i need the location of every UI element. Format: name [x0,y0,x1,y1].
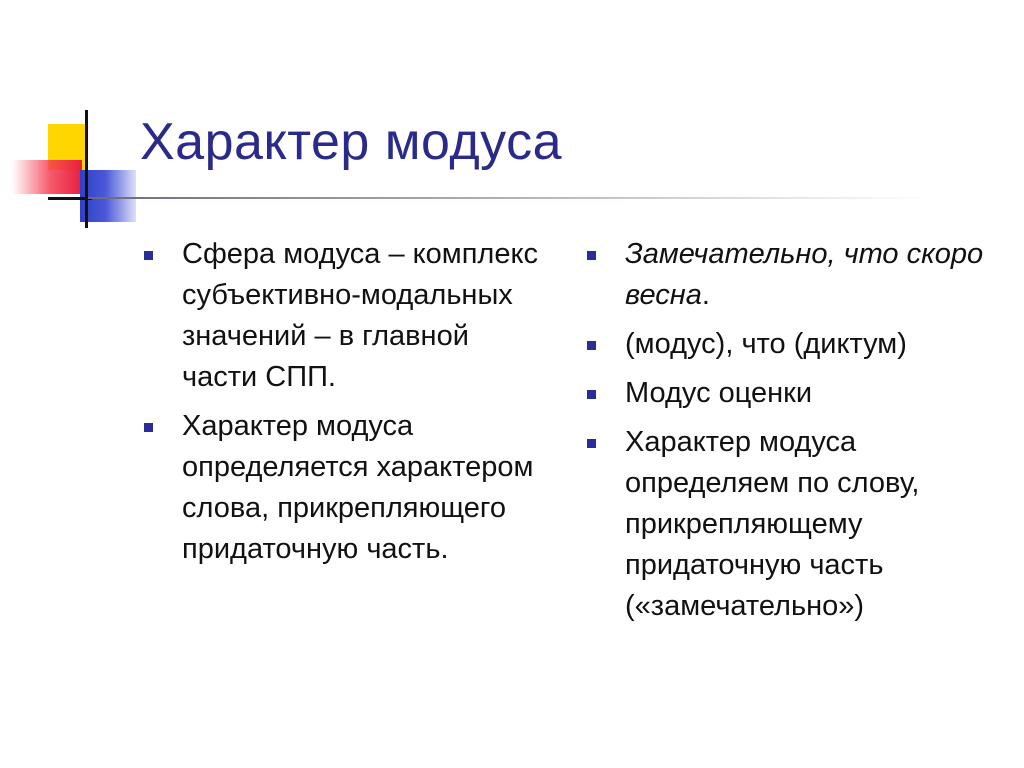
square-bullet-icon [587,390,596,399]
bullet-item [583,324,1003,365]
decorative-logo [0,0,160,240]
square-bullet-icon [587,251,596,260]
bullet-item [583,373,1003,414]
left-column [140,234,540,578]
title-underline [88,197,928,199]
square-bullet-icon [587,341,596,350]
horizontal-line-decoration [48,197,92,200]
bullet-item [583,234,1003,316]
bullet-text: Модус оценки [625,377,813,409]
bullet-item [140,406,540,570]
square-bullet-icon [144,423,153,432]
bullet-text-tail: . [701,279,710,311]
blue-square-decoration [80,170,136,222]
bullet-text: Характер модуса определяем по слову, прикрепляющему придаточную часть («замечательно») [625,426,920,622]
bullet-text-italic: Замечательно, что скоро весна [625,238,984,311]
vertical-line-decoration [85,110,88,228]
bullet-text: Сфера модуса – комплекс субъективно-модальных значений – в главной части СПП. [182,238,538,393]
bullet-text: (модус), что (диктум) [625,328,907,360]
bullet-item [140,234,540,398]
bullet-text: Характер модуса определяется характером слова, прикрепляющего придаточную часть. [182,410,534,565]
bullet-item [583,422,1003,627]
square-bullet-icon [144,251,153,260]
right-column [583,234,1003,635]
red-bar-decoration [12,160,82,194]
square-bullet-icon [587,439,596,448]
slide-title: Характер модуса [140,113,563,171]
